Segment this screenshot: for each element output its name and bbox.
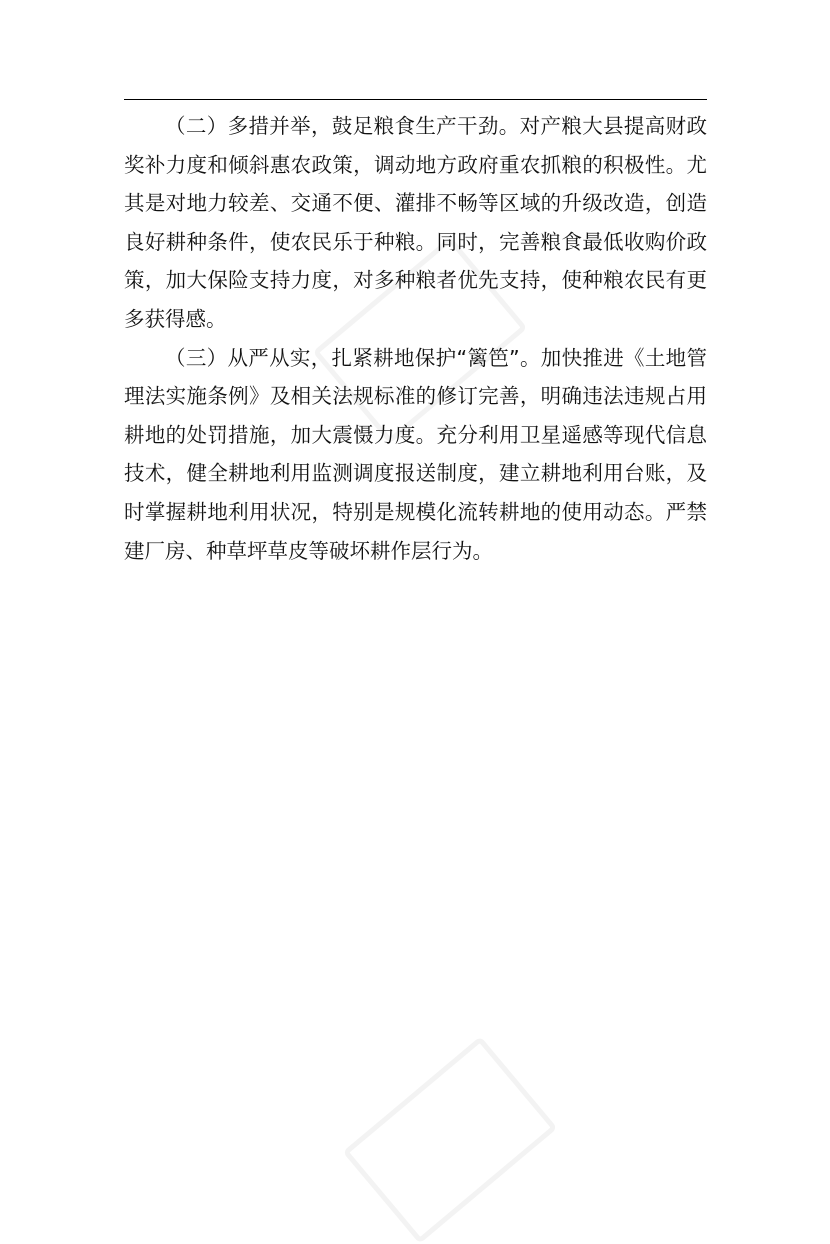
document-body [124, 107, 707, 570]
paragraph-3: （三）从严从实，扎紧耕地保护“篱笆”。加快推进《土地管理法实施条例》及相关法规标准的修订完善，明确违法违规占用耕地的处罚措施，加大震慑力度。充分利用卫星遥感等现代信息技术，健全耕地利用监测调度报送制度，建立耕地利用台账，及时掌握耕地利用状况，特别是规模化流转耕地的使用动态。严禁建厂房、种草坪草皮等破坏耕作层行为。 [124, 345, 707, 563]
watermark-stamp [342, 1036, 557, 1244]
paragraph-2: （二）多措并举，鼓足粮食生产干劲。对产粮大县提高财政奖补力度和倾斜惠农政策，调动地方政府重农抓粮的积极性。尤其是对地力较差、交通不便、灌排不畅等区域的升级改造，创造良好耕种条件，使农民乐于种粮。同时，完善粮食最低收购价政策，加大保险支持力度，对多种粮者优先支持，使种粮农民有更多获得感。 [124, 114, 707, 331]
header-rule [124, 99, 707, 100]
